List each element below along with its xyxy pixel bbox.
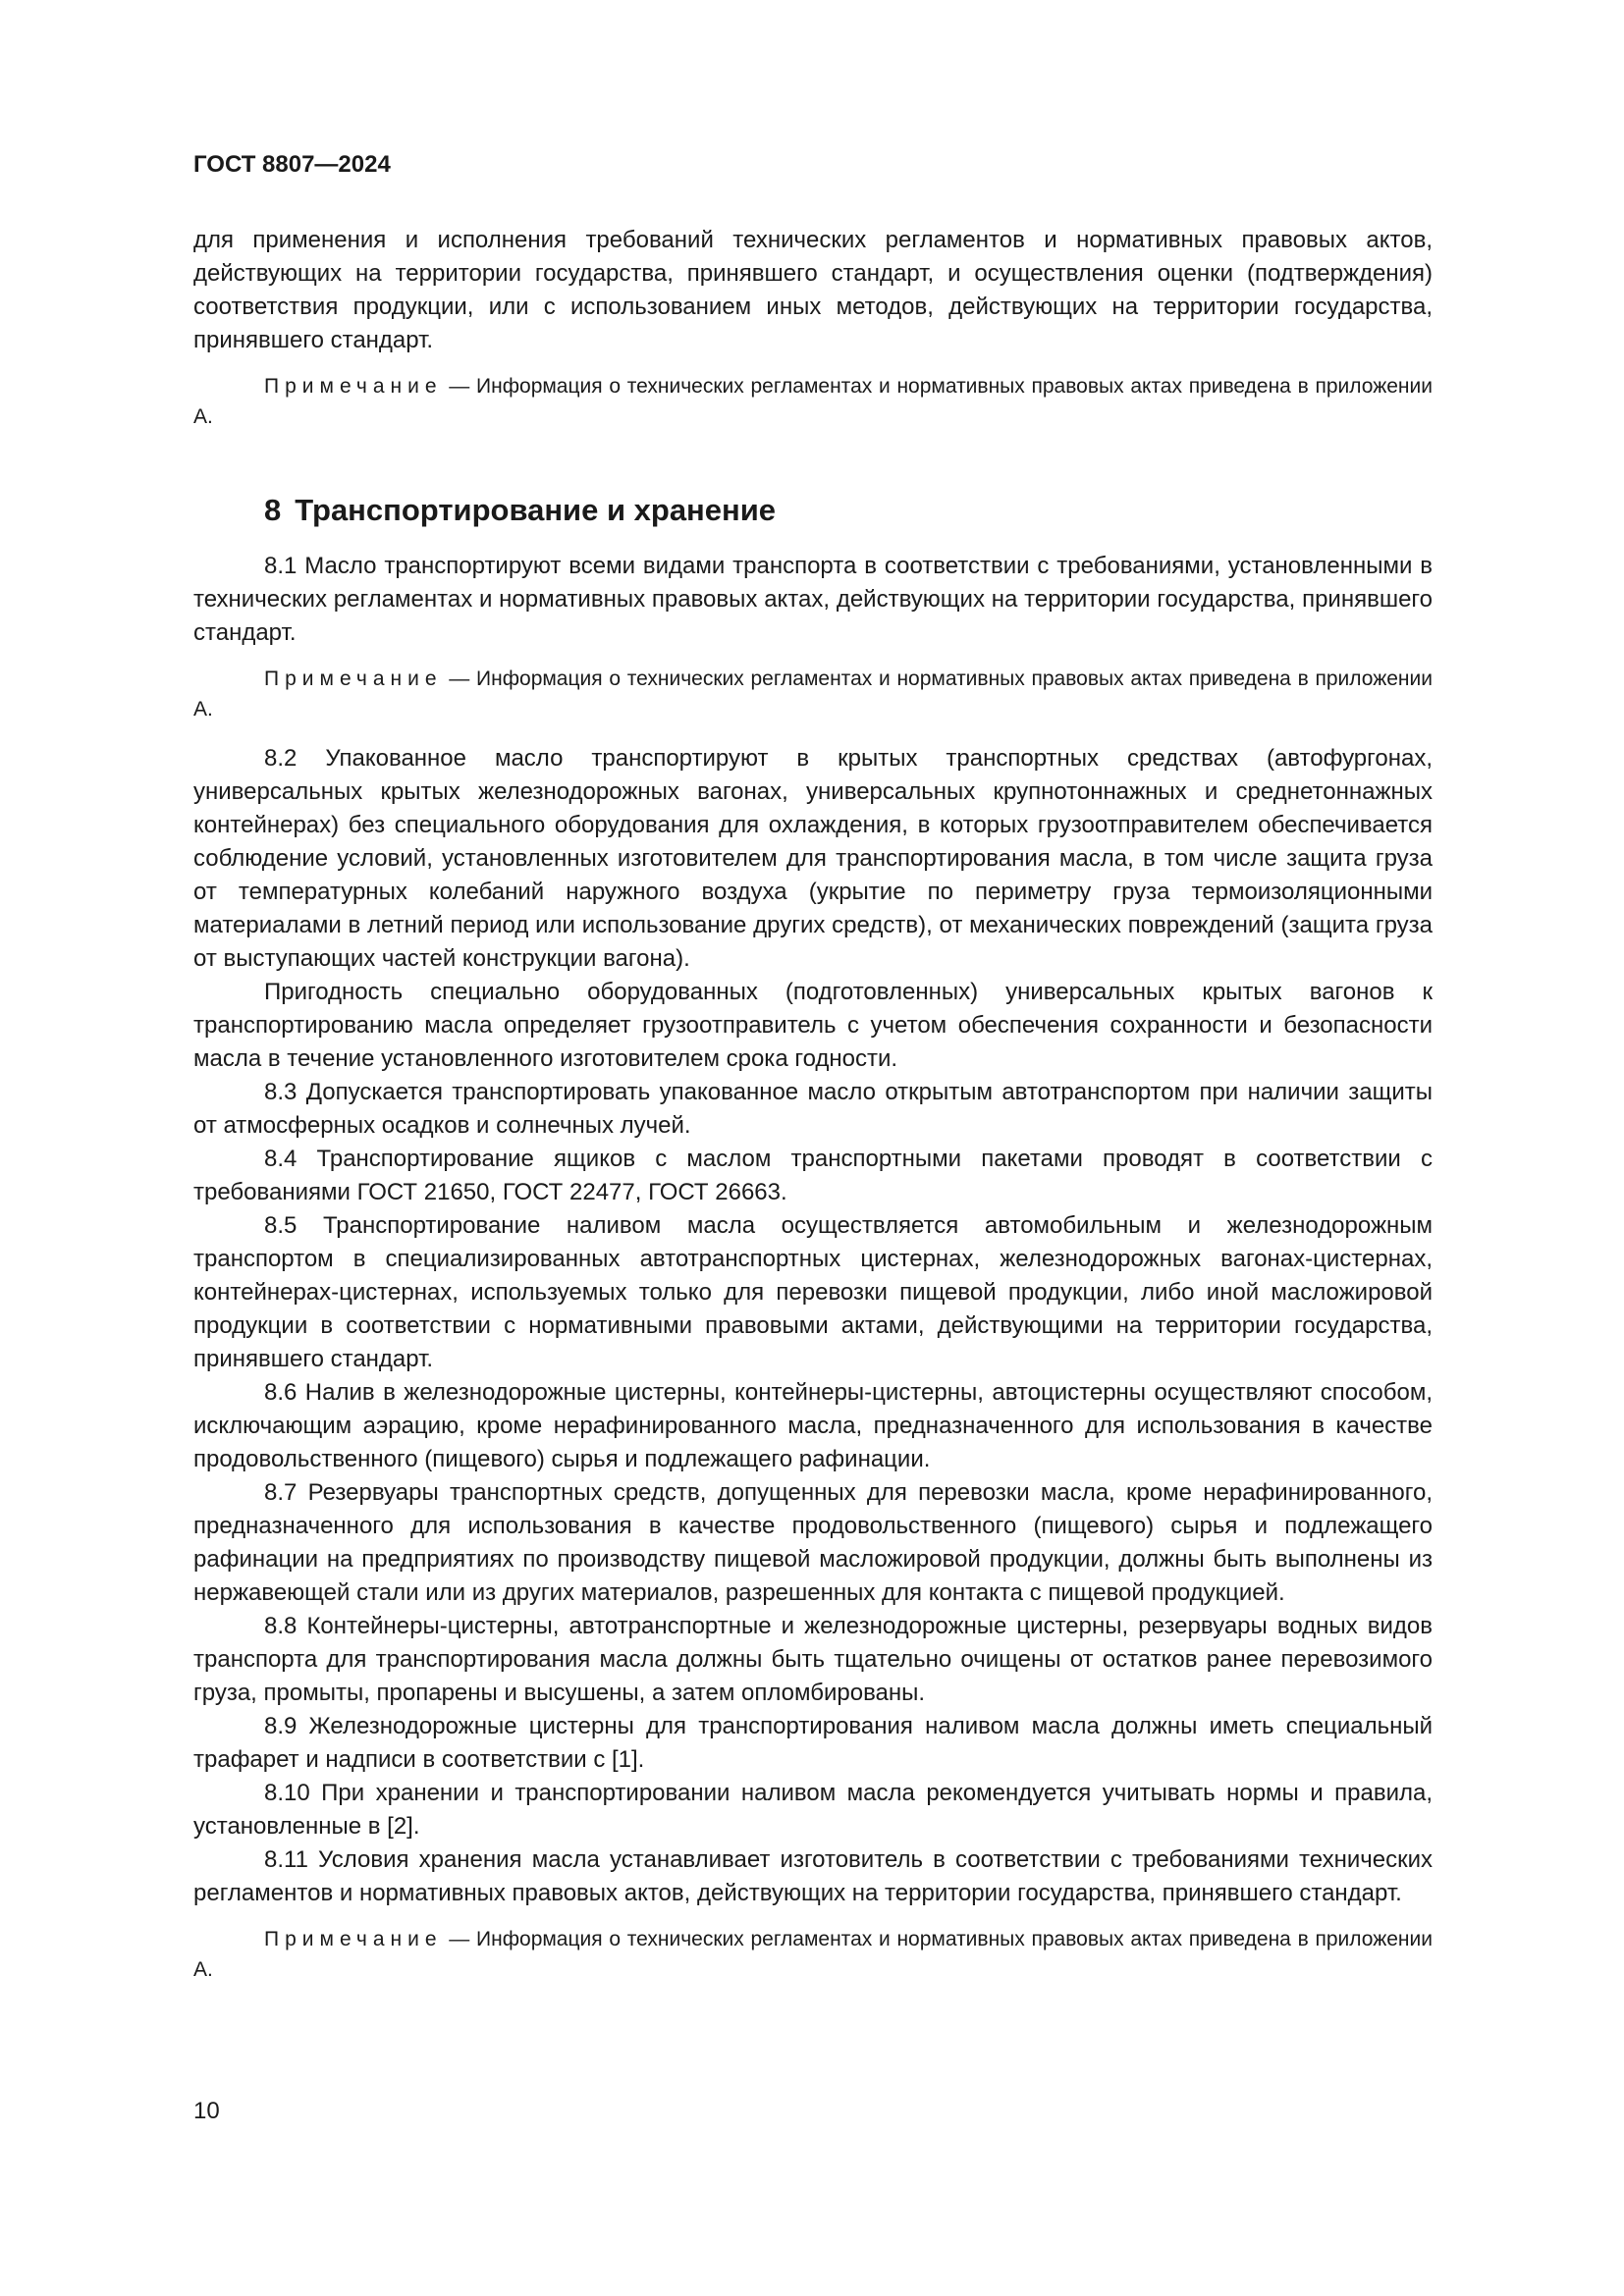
note-label: Примечание xyxy=(264,1928,443,1950)
clause-8-4: 8.4 Транспортирование ящиков с маслом транспортными пакетами проводят в соответствии с требованиями ГОСТ 21650, ГОСТ 22477, ГОСТ 26663. xyxy=(193,1146,1433,1205)
clause-8-2-continued: Пригодность специально оборудованных (подготовленных) универсальных крытых вагонов к транспортированию масла определяет грузоотправитель с учетом обеспечения сохранности и безопасности масла в течение установленного изготовителем срока годности. xyxy=(193,979,1433,1072)
note-text: Информация о технических регламентах и нормативных правовых актах приведена в приложении А. xyxy=(193,667,1433,721)
clause-8-7: 8.7 Резервуары транспортных средств, допущенных для перевозки масла, кроме нерафинированного, предназначенного для использования в качестве продовольственного (пищевого) сырья и подлежащего рафинации на предприятиях по производству пищевой масложировой продукции, должны быть выполнены из нержавеющей стали или из других материалов, разрешенных для контакта с пищевой продукцией. xyxy=(193,1479,1433,1606)
note-dash: — xyxy=(442,667,477,690)
clause-8-11: 8.11 Условия хранения масла устанавливает изготовитель в соответствии с требованиями технических регламентов и нормативных правовых актов, действующих на территории государства, принявшего стандарт. xyxy=(193,1846,1433,1906)
running-header: ГОСТ 8807—2024 xyxy=(193,151,391,178)
section-title: Транспортирование и хранение xyxy=(295,493,777,527)
note-text: Информация о технических регламентах и нормативных правовых актах приведена в приложении А. xyxy=(193,375,1433,428)
clause-8-9: 8.9 Железнодорожные цистерны для транспортирования наливом масла должны иметь специальный трафарет и надписи в соответствии с [1]. xyxy=(193,1713,1433,1773)
continuation-paragraph: для применения и исполнения требований технических регламентов и нормативных правовых актов, действующих на территории государства, принявшего стандарт, и осуществления оценки (подтверждения) соответствия продукции, или с использованием иных методов, действующих на территории государства, принявшего стандарт. xyxy=(193,227,1433,353)
clause-8-6: 8.6 Налив в железнодорожные цистерны, контейнеры-цистерны, автоцистерны осуществляют способом, исключающим аэрацию, кроме нерафинированного масла, предназначенного для использования в качестве продовольственного (пищевого) сырья и подлежащего рафинации. xyxy=(193,1379,1433,1472)
note-text: Информация о технических регламентах и нормативных правовых актах приведена в приложении А. xyxy=(193,1928,1433,1981)
clause-8-5: 8.5 Транспортирование наливом масла осуществляется автомобильным и железнодорожным транспортом в специализированных автотранспортных цистернах, железнодорожных вагонах-цистернах, контейнерах-цистернах, используемых только для перевозки пищевой продукции, либо иной масложировой продукции в соответствии с нормативными правовыми актами, действующими на территории государства, принявшего стандарт. xyxy=(193,1212,1433,1372)
note-label: Примечание xyxy=(264,667,443,690)
section-number: 8 xyxy=(264,493,282,527)
note-paragraph xyxy=(193,371,1433,432)
section-heading xyxy=(193,491,1433,530)
note-paragraph xyxy=(193,664,1433,724)
clause-8-3: 8.3 Допускается транспортировать упакованное масло открытым автотранспортом при наличии защиты от атмосферных осадков и солнечных лучей. xyxy=(193,1079,1433,1139)
clause-8-2: 8.2 Упакованное масло транспортируют в крытых транспортных средствах (автофургонах, универсальных крытых железнодорожных вагонах, универсальных крупнотоннажных и среднетоннажных контейнерах) без специального оборудования для охлаждения, в которых грузоотправителем обеспечивается соблюдение условий, установленных изготовителем для транспортирования масла, в том числе защита груза от температурных колебаний наружного воздуха (укрытие по периметру груза термоизоляционными материалами в летний период или использование других средств), от механических повреждений (защита груза от выступающих частей конструкции вагона). xyxy=(193,745,1433,972)
page-content xyxy=(193,224,1433,1985)
note-paragraph xyxy=(193,1924,1433,1985)
note-dash: — xyxy=(442,1928,477,1950)
clause-8-1: 8.1 Масло транспортируют всеми видами транспорта в соответствии с требованиями, установленными в технических регламентах и нормативных правовых актах, действующих на территории государства, принявшего стандарт. xyxy=(193,553,1433,646)
page-number: 10 xyxy=(193,2098,220,2124)
note-label: Примечание xyxy=(264,375,443,398)
clause-8-8: 8.8 Контейнеры-цистерны, автотранспортные и железнодорожные цистерны, резервуары водных видов транспорта для транспортирования масла должны быть тщательно очищены от остатков ранее перевозимого груза, промыты, пропарены и высушены, а затем опломбированы. xyxy=(193,1613,1433,1706)
clause-8-10: 8.10 При хранении и транспортировании наливом масла рекомендуется учитывать нормы и правила, установленные в [2]. xyxy=(193,1780,1433,1840)
note-dash: — xyxy=(442,375,477,398)
